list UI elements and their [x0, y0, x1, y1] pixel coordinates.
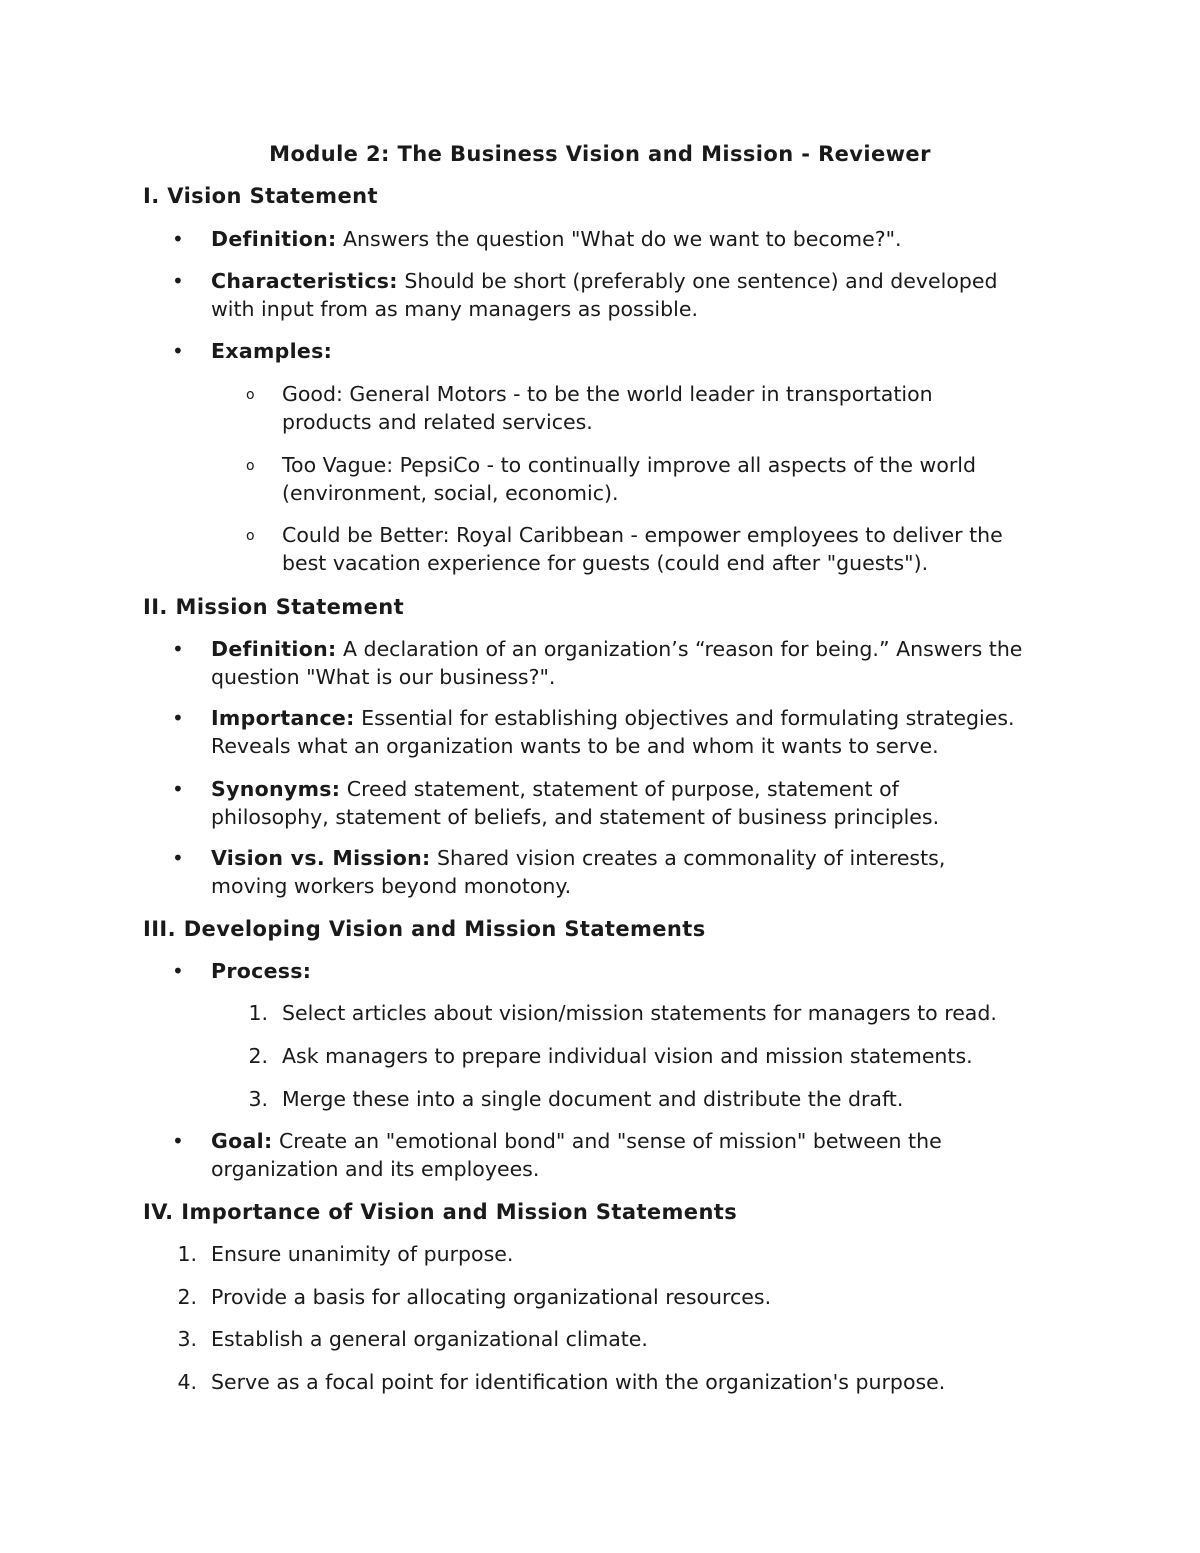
- list-item-vision-characteristics: [211, 268, 1041, 323]
- list-item-goal: [211, 1128, 1001, 1183]
- sub-bullet-marker: o: [246, 387, 255, 403]
- list-item-process-step-3: Merge these into a single document and distribute the draft.: [282, 1087, 904, 1111]
- list-item-example-vague: Too Vague: PepsiCo - to continually improve all aspects of the world (environment, social, economic).: [282, 453, 976, 505]
- list-item-mission-definition: [211, 636, 1031, 691]
- item-number: 1.: [177, 1242, 197, 1266]
- list-item-example-good: Good: General Motors - to be the world leader in transportation products and related services.: [282, 382, 933, 434]
- item-label: Examples:: [211, 339, 333, 363]
- bullet-marker: •: [172, 339, 184, 363]
- item-label: Definition:: [211, 227, 337, 251]
- list-item-importance-2: Provide a basis for allocating organizational resources.: [211, 1285, 772, 1309]
- item-text: A declaration of an organization’s “reason for being.” Answers the question "What is our business?".: [211, 637, 1023, 689]
- list-item-importance-1: Ensure unanimity of purpose.: [211, 1242, 514, 1266]
- list-item-importance-4: Serve as a focal point for identification with the organization's purpose.: [211, 1370, 946, 1394]
- section-heading-vision: I. Vision Statement: [143, 184, 378, 208]
- section-heading-importance: IV. Importance of Vision and Mission Statements: [143, 1200, 738, 1224]
- item-label: Synonyms:: [211, 777, 341, 801]
- item-number: 3.: [177, 1327, 197, 1351]
- list-item-vision-examples: [211, 338, 1071, 366]
- step-number: 2.: [248, 1044, 268, 1068]
- item-number: 4.: [177, 1370, 197, 1394]
- item-text: Should be short (preferably one sentence) and developed with input from as many managers as possible.: [211, 269, 998, 321]
- item-label: Goal:: [211, 1129, 273, 1153]
- list-item-process: [211, 958, 1071, 986]
- item-text: Answers the question "What do we want to become?".: [336, 227, 902, 251]
- item-label: Vision vs. Mission:: [211, 846, 431, 870]
- list-item-mission-importance: [211, 705, 1071, 760]
- list-item-vision-vs-mission: [211, 845, 1001, 900]
- step-number: 1.: [248, 1001, 268, 1025]
- bullet-marker: •: [172, 846, 184, 870]
- item-text: Creed statement, statement of purpose, statement of philosophy, statement of beliefs, and statement of business principles.: [211, 777, 940, 829]
- item-text: Shared vision creates a commonality of interests, moving workers beyond monotony.: [211, 846, 946, 898]
- sub-bullet-marker: o: [246, 458, 255, 474]
- step-number: 3.: [248, 1087, 268, 1111]
- list-item-example-better: Could be Better: Royal Caribbean - empower employees to deliver the best vacation experience for guests (could end after "guests").: [282, 523, 1003, 575]
- item-text: Essential for establishing objectives and formulating strategies. Reveals what an organization wants to be and whom it wants to serve.: [211, 706, 1015, 758]
- list-item-process-step-2: Ask managers to prepare individual vision and mission statements.: [282, 1044, 973, 1068]
- item-label: Definition:: [211, 637, 337, 661]
- list-item-mission-synonyms: [211, 776, 991, 831]
- item-label: Characteristics:: [211, 269, 398, 293]
- list-item-vision-definition: [211, 226, 1071, 254]
- bullet-marker: •: [172, 777, 184, 801]
- bullet-marker: •: [172, 959, 184, 983]
- item-label: Process:: [211, 959, 312, 983]
- item-number: 2.: [177, 1285, 197, 1309]
- list-item-process-step-1: Select articles about vision/mission statements for managers to read.: [282, 1001, 997, 1025]
- document-title: Module 2: The Business Vision and Mission - Reviewer: [269, 142, 931, 166]
- sub-bullet-marker: o: [246, 528, 255, 544]
- section-heading-developing: III. Developing Vision and Mission Statements: [143, 917, 706, 941]
- section-heading-mission: II. Mission Statement: [143, 595, 405, 619]
- bullet-marker: •: [172, 269, 184, 293]
- bullet-marker: •: [172, 637, 184, 661]
- bullet-marker: •: [172, 227, 184, 251]
- bullet-marker: •: [172, 1129, 184, 1153]
- item-text: Create an "emotional bond" and "sense of mission" between the organization and its employees.: [211, 1129, 942, 1181]
- list-item-importance-3: Establish a general organizational climate.: [211, 1327, 648, 1351]
- bullet-marker: •: [172, 706, 184, 730]
- item-label: Importance:: [211, 706, 355, 730]
